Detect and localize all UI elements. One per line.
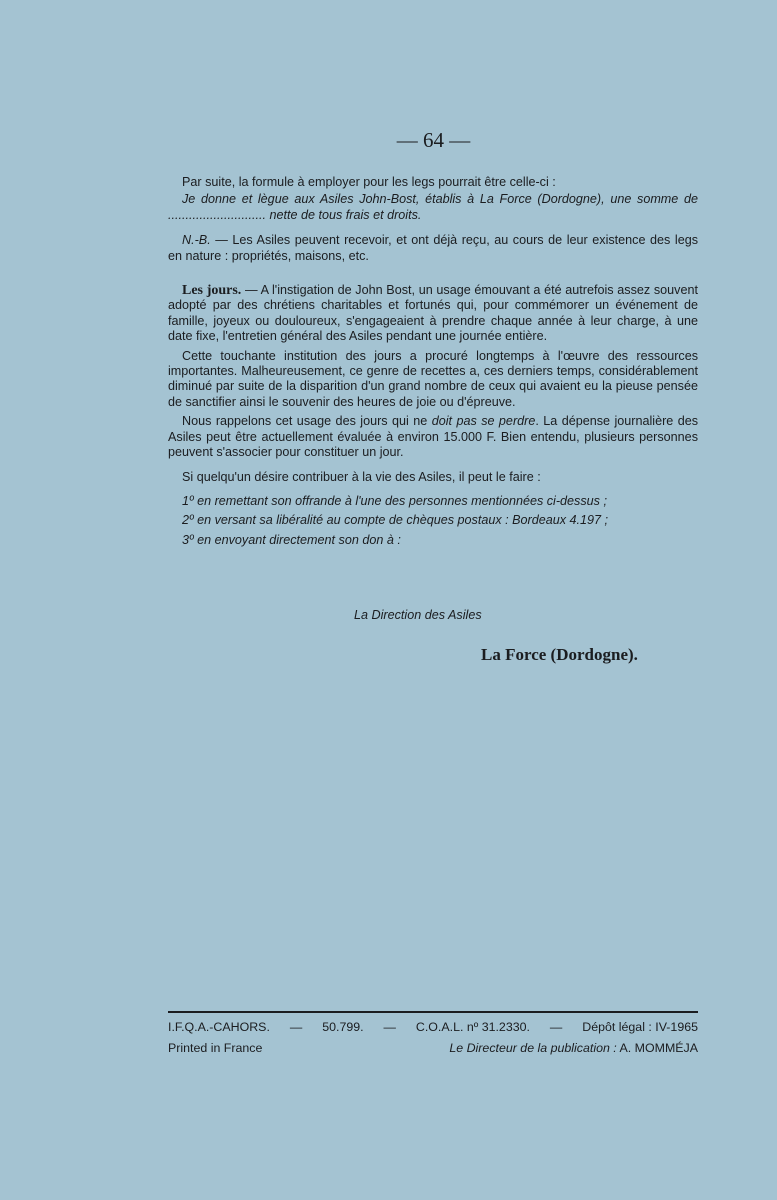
footer-printer: I.F.Q.A.-CAHORS. [168,1020,270,1034]
legs-section [168,175,698,264]
footer-separator: — [383,1020,396,1034]
footer-number: 50.799. [322,1020,364,1034]
footer-line-1 [168,1019,698,1035]
nb-text: — Les Asiles peuvent recevoir, et ont déjà reçu, au cours de leur existence des legs en nature : propriétés, maisons, etc. [168,233,698,263]
paragraph-contribution: Si quelqu'un désire contribuer à la vie des Asiles, il peut le faire : [182,470,541,485]
nb-label: N.-B. [182,233,211,248]
paragraph-formula-intro: Par suite, la formule à employer pour les legs pourrait être celle-ci : [182,175,556,189]
signature-direction: La Direction des Asiles [354,608,482,622]
legs-formula-amount-label: somme de [637,192,698,207]
footer-separator: — [289,1020,303,1034]
contribution-item-3: 3º en envoyant directement son don à : [182,532,401,547]
paragraph-nb [168,233,698,264]
footer-director [449,1040,698,1056]
jours-text: — A l'instigation de John Bost, un usage émouvant a été autrefois assez souvent adopté par des chrétiens charitables et fortunés qui, pour commémorer un événement de famille, joyeux ou douloureux, s'engageaient à prendre chaque année à leur charge, à une date fixe, l'entretien général des Asiles pendant une journée entière. [168,283,698,344]
rappel-text-b: . La dépense journalière des Asiles peut être actuellement évaluée à environ 15.000 F. Bien entendu, plusieurs personnes peuvent s'associer pour constituer un jour. [168,414,699,460]
legs-formula [168,192,698,223]
footer-depot-legal: Dépôt légal : IV-1965 [582,1020,698,1034]
rappel-text-a: Nous rappelons cet usage des jours qui ne [182,414,432,429]
footer-line-2 [168,1040,698,1056]
footer-printed-in: Printed in France [168,1041,263,1055]
footer-director-label: Le Directeur de la publication : [449,1041,617,1055]
jours-section [168,283,698,548]
paragraph-rappel [168,414,698,460]
paragraph-institution: Cette touchante institution des jours a procuré longtemps à l'œuvre des ressources importantes. Malheureusement, ce genre de recettes a, ces derniers temps, considérablement diminué par suite de la disparition d'un grand nombre de ceux qui avaient eu la pieuse pensée de sanctifier ainsi le souvenir des heures de joie ou d'épreuve. [168,348,698,409]
contribution-item-1: 1º en remettant son offrande à l'une des personnes mentionnées ci-dessus ; [182,493,607,508]
signature-place: La Force (Dordogne). [481,645,638,664]
footer-director-name: A. MOMMÉJA [619,1041,698,1055]
page-number: — 64 — [396,128,471,152]
footer-rule [168,1011,698,1013]
paragraph-jours [168,283,698,345]
footer-separator: — [549,1020,563,1034]
jours-heading: Les jours. [182,283,242,298]
legs-formula-line1: Je donne et lègue aux Asiles John-Bost, établis à La Force (Dordogne), une [182,192,632,207]
legs-formula-line2: nette de tous frais et droits. [269,207,422,222]
contribution-item-2: 2º en versant sa libéralité au compte de chèques postaux : Bordeaux 4.197 ; [182,513,609,528]
legs-formula-blank: ............................ [168,207,266,222]
footer-coal: C.O.A.L. nº 31.2330. [415,1020,530,1034]
rappel-emphasis: doit pas se perdre [431,414,536,429]
